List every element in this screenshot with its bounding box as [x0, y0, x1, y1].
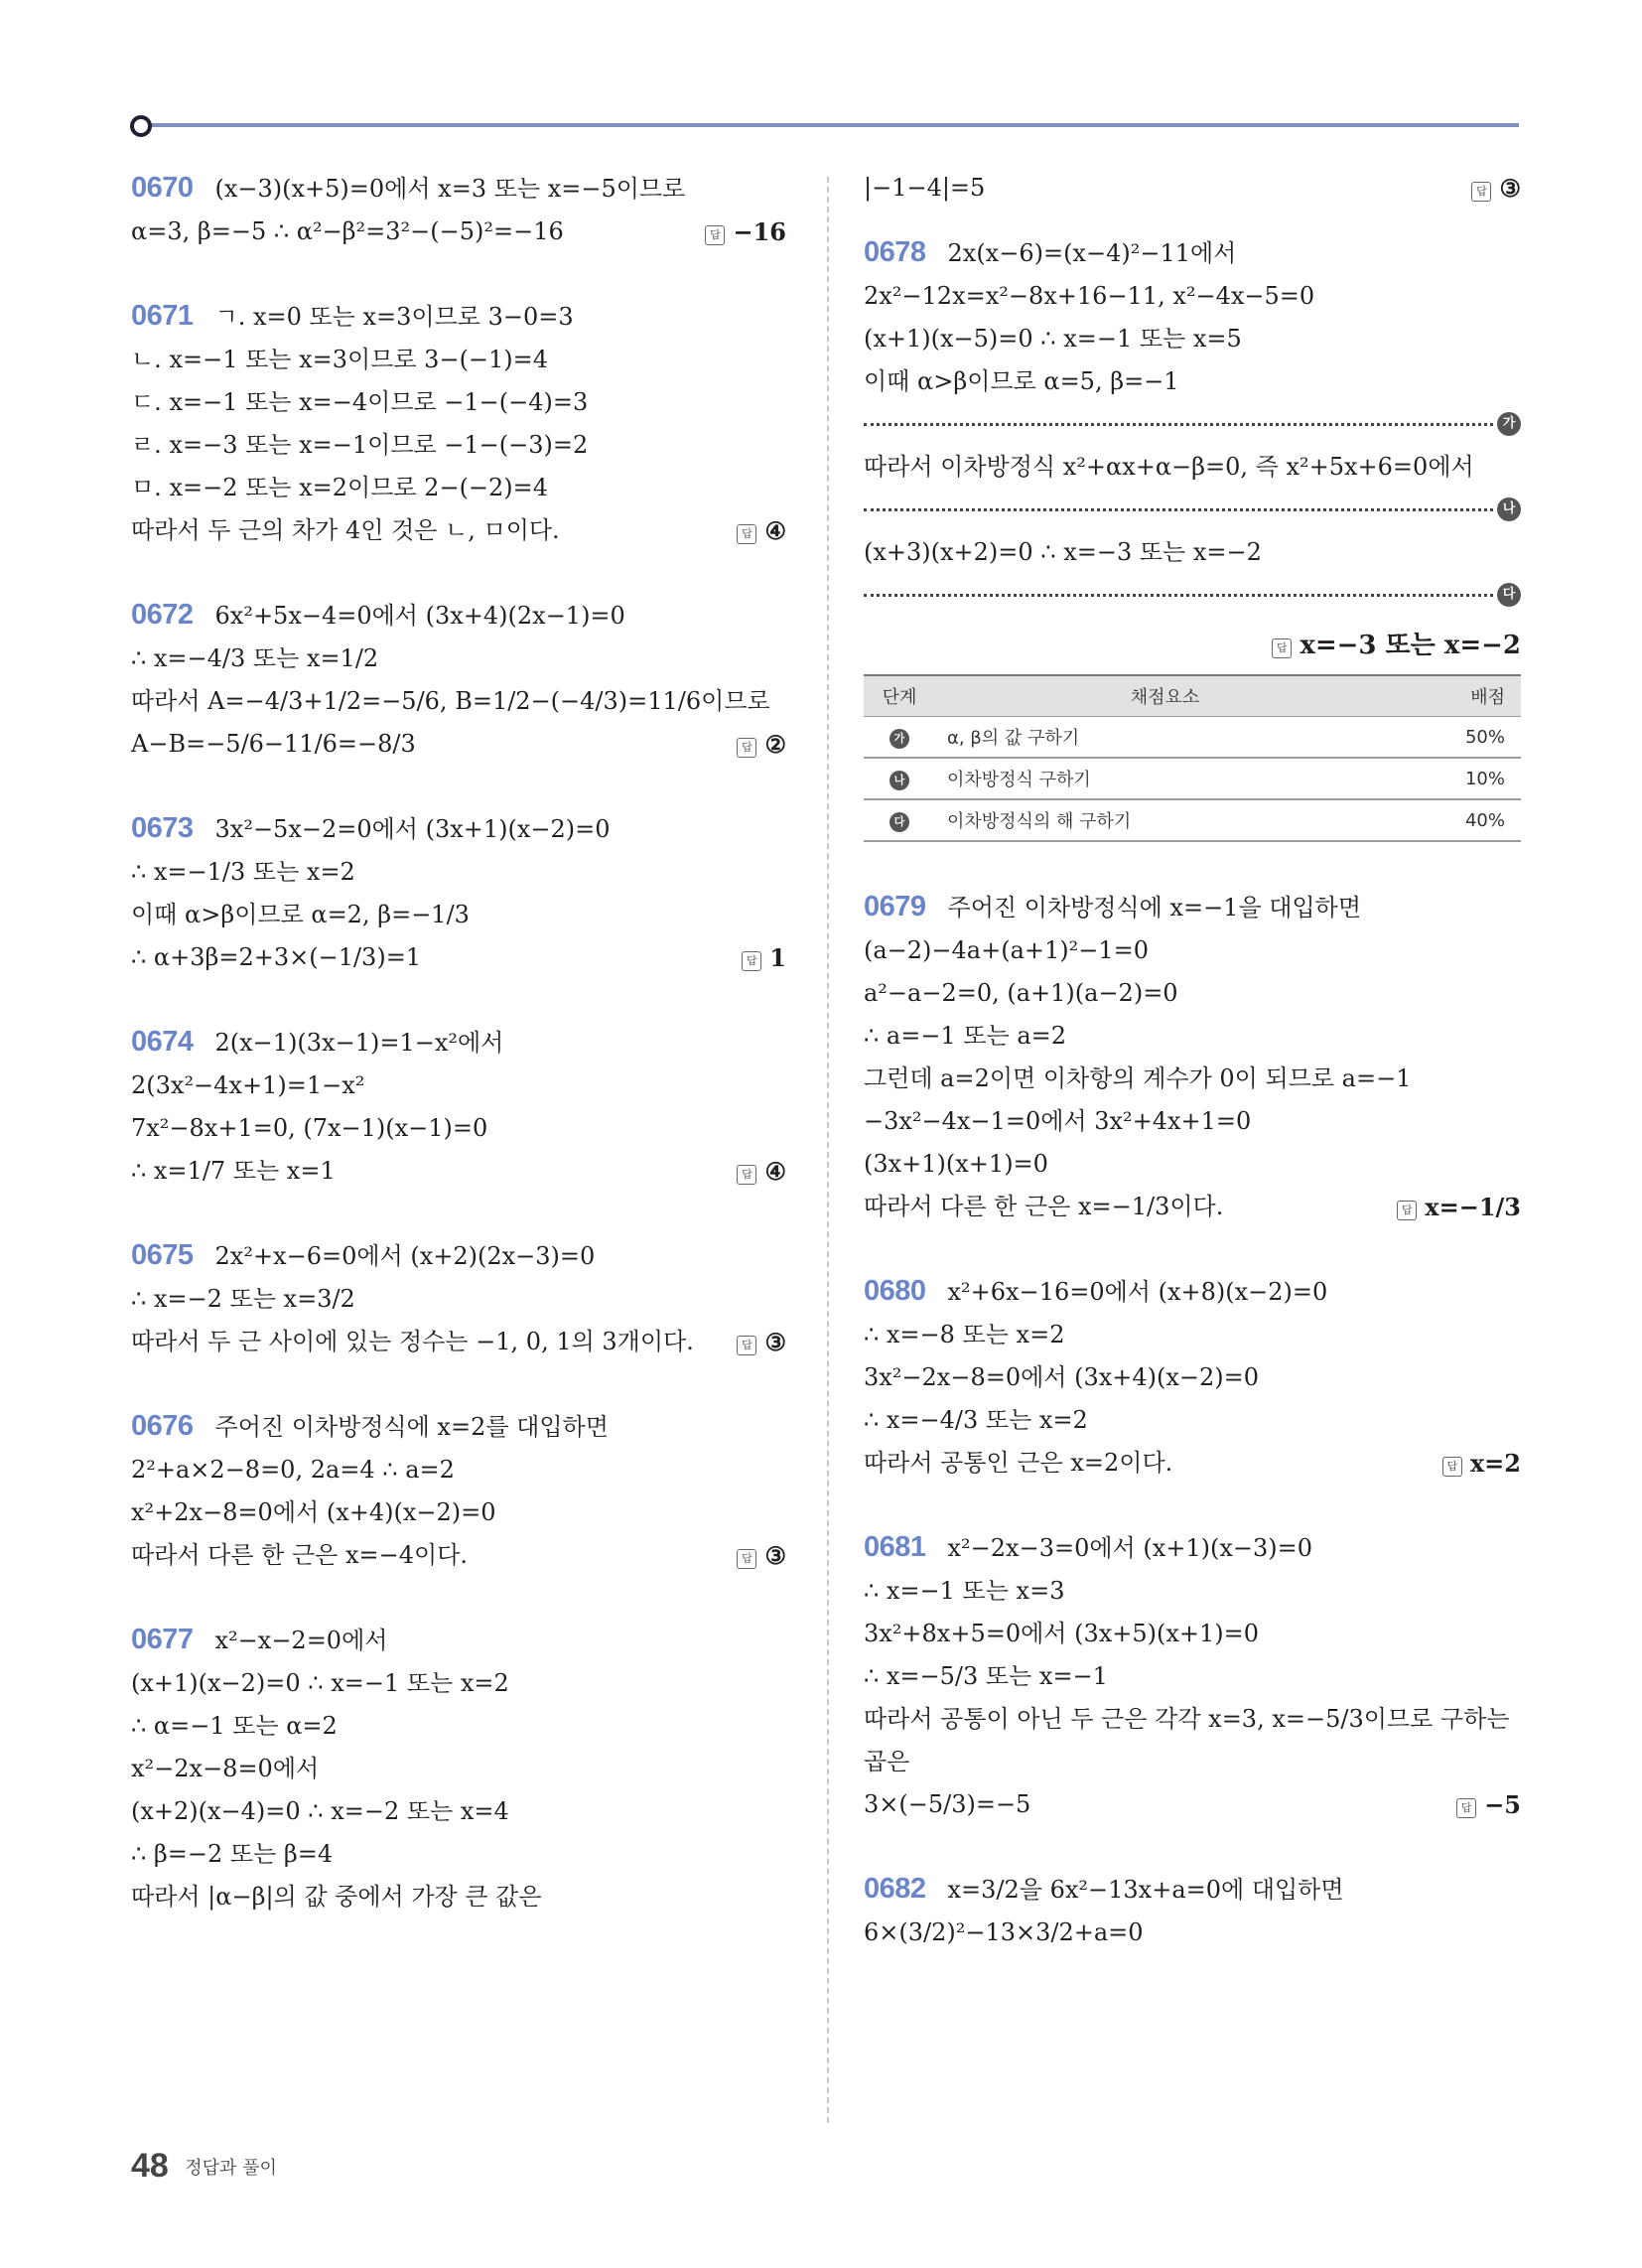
line-text: x=3/2을 6x²−13x+a=0에 대입하면: [947, 1876, 1344, 1904]
solution-line: [864, 1912, 1521, 1954]
line-text: 따라서 A=−4/3+1/2=−5/6, B=1/2−(−4/3)=11/6이므로: [131, 687, 770, 715]
solution-line: [131, 807, 786, 851]
problem-0680: [864, 1270, 1521, 1485]
answer-mark-icon: 답: [1272, 638, 1292, 658]
line-text: 3x²+8x+5=0에서 (3x+5)(x+1)=0: [864, 1620, 1260, 1647]
line-text: ∴ β=−2 또는 β=4: [131, 1840, 334, 1868]
answer: [1397, 1186, 1521, 1228]
scoring-table: [864, 674, 1521, 842]
answer-mark-icon: 답: [737, 1549, 756, 1569]
line-text: ∴ x=−1 또는 x=3: [864, 1577, 1065, 1605]
problem-number: 0682: [864, 1873, 926, 1905]
solution-line: [131, 1705, 786, 1748]
points-cell: 50%: [1395, 717, 1521, 759]
solution-line: [131, 1790, 786, 1833]
problem-0670: [131, 167, 786, 253]
solution-line: [131, 1748, 786, 1790]
problem-0679: [864, 886, 1521, 1228]
answer-value: 1: [769, 943, 786, 972]
left-column: [131, 167, 786, 1960]
step-da-icon: 다: [889, 812, 909, 832]
line-text: (a−2)−4a+(a+1)²−1=0: [864, 936, 1150, 964]
answer-mark-icon: 답: [1397, 1201, 1417, 1220]
line-text: (x+1)(x−2)=0 ∴ x=−1 또는 x=2: [131, 1669, 509, 1697]
problem-0681: [864, 1526, 1521, 1826]
line-text: 따라서 공통인 근은 x=2이다.: [864, 1449, 1173, 1477]
answer: [742, 936, 786, 979]
problem-number: 0673: [131, 812, 194, 844]
line-text: 7x²−8x+1=0, (7x−1)(x−1)=0: [131, 1114, 488, 1142]
solution-line: [131, 1534, 786, 1577]
solution-line: [864, 1698, 1521, 1741]
solution-line: [864, 1270, 1521, 1314]
solution-line: [131, 467, 786, 509]
line-text: A−B=−5/6−11/6=−8/3: [131, 730, 416, 758]
step-ga-icon: 가: [1497, 412, 1521, 436]
line-text: 2²+a×2−8=0, 2a=4 ∴ a=2: [131, 1456, 455, 1484]
solution-line: [131, 936, 786, 979]
page-footer: [131, 2147, 277, 2186]
points-cell: 10%: [1395, 758, 1521, 799]
line-text: ∴ x=1/7 또는 x=1: [131, 1157, 336, 1185]
line-text: 3x²−5x−2=0에서 (3x+1)(x−2)=0: [214, 815, 611, 843]
line-text: 6×(3/2)²−13×3/2+a=0: [864, 1918, 1144, 1946]
column-divider: [827, 177, 829, 2123]
solution-line: [131, 424, 786, 467]
solution-line: [131, 1876, 786, 1918]
solution-line: [864, 1015, 1521, 1058]
answer: [737, 1150, 786, 1193]
line-text: (x+2)(x−4)=0 ∴ x=−2 또는 x=4: [131, 1797, 509, 1825]
solution-line: [864, 886, 1521, 929]
line-text: 따라서 두 근의 차가 4인 것은 ㄴ, ㅁ이다.: [131, 516, 560, 544]
solution-line: [864, 1143, 1521, 1186]
line-text: x²−2x−8=0에서: [131, 1755, 320, 1782]
solution-line: [864, 1100, 1521, 1143]
header-points: 배점: [1395, 675, 1521, 717]
line-text: 따라서 다른 한 근은 x=−4이다.: [131, 1541, 469, 1569]
line-text: 주어진 이차방정식에 x=2를 대입하면: [214, 1413, 609, 1441]
problem-0678: [864, 231, 1521, 842]
solution-line: [131, 1619, 786, 1662]
answer: [705, 211, 786, 253]
answer-value: ②: [764, 730, 786, 759]
scoring-row: [864, 758, 1521, 799]
line-text: 따라서 두 근 사이에 있는 정수는 −1, 0, 1의 3개이다.: [131, 1328, 694, 1355]
solution-line: [864, 1613, 1521, 1655]
header-bullet: [130, 115, 152, 137]
right-column: [864, 167, 1521, 1996]
item-cell: 이차방정식의 해 구하기: [935, 799, 1395, 841]
answer-value: x=−3 또는 x=−2: [1300, 631, 1521, 660]
problem-0675: [131, 1234, 786, 1363]
scoring-header-row: [864, 675, 1521, 717]
continuation-0677: [864, 167, 1521, 210]
problem-0673: [131, 807, 786, 979]
solution-line: (x+3)(x+2)=0 ∴ x=−3 또는 x=−2: [864, 538, 1262, 566]
solution-line: [131, 339, 786, 381]
line-text: ∴ x=−4/3 또는 x=1/2: [131, 644, 379, 672]
step-cell: [864, 799, 935, 841]
line-text: ㄹ. x=−3 또는 x=−1이므로 −1−(−3)=2: [131, 431, 589, 459]
item-cell: 이차방정식 구하기: [935, 758, 1395, 799]
solution-line: [131, 594, 786, 638]
solution-line: [131, 1662, 786, 1705]
answer: [1456, 1783, 1521, 1826]
step-cell: [864, 717, 935, 759]
solution-line: [131, 1833, 786, 1876]
solution-line: 2x²−12x=x²−8x+16−11, x²−4x−5=0: [864, 282, 1315, 310]
answer-value: ③: [764, 1541, 786, 1570]
solution-line: [131, 723, 786, 766]
step-cell: [864, 758, 935, 799]
solution-line: [864, 1186, 1521, 1228]
page-number: 48: [131, 2147, 169, 2185]
answer: [737, 509, 786, 552]
problem-0677: [131, 1619, 786, 1918]
solution-line: [864, 1058, 1521, 1100]
solution-line: [864, 929, 1521, 972]
answer-value: ③: [764, 1328, 786, 1356]
problem-number: 0676: [131, 1410, 194, 1442]
line-text: ∴ α=−1 또는 α=2: [131, 1712, 338, 1740]
line-text: ∴ x=−8 또는 x=2: [864, 1321, 1065, 1348]
step-marker-1: [864, 403, 1521, 446]
line-text: 2(x−1)(3x−1)=1−x²에서: [214, 1029, 504, 1057]
problem-number: 0680: [864, 1275, 926, 1307]
answer: [1471, 167, 1521, 210]
solution-line: 이때 α>β이므로 α=5, β=−1: [864, 367, 1179, 395]
solution-line: [131, 1278, 786, 1321]
solution-line: [864, 1570, 1521, 1613]
answer-value: ④: [764, 516, 786, 545]
problem-number: 0674: [131, 1026, 194, 1058]
line-text: (3x+1)(x+1)=0: [864, 1150, 1048, 1178]
line-text: 3×(−5/3)=−5: [864, 1790, 1031, 1818]
problem-number: 0672: [131, 599, 194, 631]
solution-line: [131, 894, 786, 936]
solution-line: [864, 1783, 1521, 1826]
solution-line: [864, 1314, 1521, 1356]
line-text: 곱은: [864, 1748, 910, 1775]
line-text: x²+6x−16=0에서 (x+8)(x−2)=0: [947, 1278, 1328, 1306]
solution-line: [864, 1655, 1521, 1698]
line-text: 이때 α>β이므로 α=2, β=−1/3: [131, 901, 470, 928]
line-text: ㄷ. x=−1 또는 x=−4이므로 −1−(−4)=3: [131, 388, 589, 416]
answer-mark-icon: 답: [742, 951, 761, 971]
answer-mark-icon: 답: [737, 524, 756, 544]
line-text: x²+2x−8=0에서 (x+4)(x−2)=0: [131, 1498, 496, 1526]
problem-number: 0678: [864, 236, 926, 268]
solution-line: [131, 1491, 786, 1534]
solution-line: [131, 1150, 786, 1193]
line-text: 따라서 공통이 아닌 두 근은 각각 x=3, x=−5/3이므로 구하는: [864, 1705, 1510, 1733]
answer: [1442, 1442, 1521, 1485]
solution-line: [131, 211, 786, 253]
solution-line: [131, 509, 786, 552]
line-text: x²−2x−3=0에서 (x+1)(x−3)=0: [947, 1534, 1313, 1562]
problem-0676: [131, 1405, 786, 1577]
answer-mark-icon: 답: [705, 225, 725, 245]
line-text: ∴ a=−1 또는 a=2: [864, 1022, 1067, 1050]
answer-value: x=2: [1469, 1449, 1521, 1478]
solution-line: [131, 1107, 786, 1150]
line-text: ∴ α+3β=2+3×(−1/3)=1: [131, 943, 422, 971]
problem-number: 0681: [864, 1531, 926, 1563]
problem-number: 0671: [131, 300, 194, 332]
line-text: |−1−4|=5: [864, 174, 986, 202]
line-text: 2(3x²−4x+1)=1−x²: [131, 1071, 365, 1099]
solution-line: [131, 167, 786, 211]
line-text: 따라서 |α−β|의 값 중에서 가장 큰 값은: [131, 1883, 542, 1911]
line-text: ∴ x=−1/3 또는 x=2: [131, 858, 355, 886]
solution-line: [131, 1449, 786, 1491]
line-text: ∴ x=−4/3 또는 x=2: [864, 1406, 1088, 1434]
solution-line: [131, 1021, 786, 1064]
line-text: x²−x−2=0에서: [214, 1627, 388, 1654]
solution-line: [864, 167, 1521, 210]
answer-mark-icon: 답: [1471, 182, 1491, 202]
line-text: 3x²−2x−8=0에서 (3x+4)(x−2)=0: [864, 1363, 1260, 1391]
solution-line: [131, 851, 786, 894]
step-marker-2: [864, 489, 1521, 531]
answer-mark-icon: 답: [737, 1165, 756, 1185]
line-text: ㄴ. x=−1 또는 x=3이므로 3−(−1)=4: [131, 346, 549, 373]
answer-value: −5: [1484, 1790, 1521, 1819]
solution-line: [131, 1321, 786, 1363]
line-text: ∴ x=−5/3 또는 x=−1: [864, 1662, 1108, 1690]
problem-0671: [131, 295, 786, 552]
answer-mark-icon: 답: [737, 1336, 756, 1355]
points-cell: 40%: [1395, 799, 1521, 841]
line-text: 2x²+x−6=0에서 (x+2)(2x−3)=0: [214, 1242, 596, 1270]
solution-line: [131, 680, 786, 723]
answer: [737, 1321, 786, 1363]
solution-line: [864, 231, 1521, 275]
solution-line: [864, 1442, 1521, 1485]
header-rule: [141, 123, 1519, 127]
dotted-rule: [864, 423, 1493, 426]
solution-line: [131, 1405, 786, 1449]
right-problems: [864, 886, 1521, 1954]
line-text: 2x(x−6)=(x−4)²−11에서: [947, 239, 1237, 267]
solution-line: [864, 1399, 1521, 1442]
solution-line: [131, 1064, 786, 1107]
answer-value: −16: [733, 217, 786, 246]
problem-0672: [131, 594, 786, 766]
scoring-row: [864, 717, 1521, 759]
solution-line: (x+1)(x−5)=0 ∴ x=−1 또는 x=5: [864, 325, 1242, 353]
line-text: α=3, β=−5 ∴ α²−β²=3²−(−5)²=−16: [131, 217, 564, 245]
solution-line: [864, 1741, 1521, 1783]
scoring-row: [864, 799, 1521, 841]
solution-line: [131, 381, 786, 424]
header-step: 단계: [864, 675, 935, 717]
answer: [1272, 625, 1521, 661]
answer: [737, 723, 786, 766]
line-text: 주어진 이차방정식에 x=−1을 대입하면: [947, 894, 1362, 921]
solution-line: [864, 1356, 1521, 1399]
solution-line: [131, 1234, 786, 1278]
answer-mark-icon: 답: [1456, 1798, 1476, 1818]
problem-0682: [864, 1868, 1521, 1954]
item-cell: α, β의 값 구하기: [935, 717, 1395, 759]
step-marker-3: [864, 574, 1521, 617]
line-text: ㄱ. x=0 또는 x=3이므로 3−0=3: [214, 303, 574, 331]
step-ga-icon: 가: [889, 729, 909, 749]
line-text: ㅁ. x=−2 또는 x=2이므로 2−(−2)=4: [131, 474, 549, 501]
answer-mark-icon: 답: [737, 738, 756, 758]
step-da-icon: 다: [1497, 583, 1521, 607]
line-text: 그런데 a=2이면 이차항의 계수가 0이 되므로 a=−1: [864, 1064, 1412, 1092]
dotted-rule: [864, 594, 1493, 597]
line-text: 6x²+5x−4=0에서 (3x+4)(2x−1)=0: [214, 602, 625, 630]
header-item: 채점요소: [935, 675, 1395, 717]
solution-line: [864, 1526, 1521, 1570]
answer: [737, 1534, 786, 1577]
line-text: a²−a−2=0, (a+1)(a−2)=0: [864, 979, 1178, 1007]
step-na-icon: 나: [1497, 497, 1521, 521]
problem-number: 0675: [131, 1239, 194, 1271]
line-text: (x−3)(x+5)=0에서 x=3 또는 x=−5이므로: [214, 175, 686, 203]
solution-line: [864, 1868, 1521, 1912]
solution-line: [131, 295, 786, 339]
line-text: ∴ x=−2 또는 x=3/2: [131, 1285, 355, 1313]
line-text: −3x²−4x−1=0에서 3x²+4x+1=0: [864, 1107, 1252, 1135]
problem-number: 0677: [131, 1624, 194, 1655]
problem-number: 0670: [131, 172, 194, 204]
section-label: 정답과 풀이: [185, 2157, 277, 2179]
answer-value: ④: [764, 1157, 786, 1186]
solution-line: [131, 638, 786, 680]
solution-line: [864, 972, 1521, 1015]
answer-mark-icon: 답: [1442, 1457, 1462, 1477]
step-na-icon: 나: [889, 771, 909, 790]
answer-value: x=−1/3: [1425, 1193, 1521, 1221]
line-text: 따라서 다른 한 근은 x=−1/3이다.: [864, 1193, 1224, 1220]
solution-line: 따라서 이차방정식 x²+αx+α−β=0, 즉 x²+5x+6=0에서: [864, 453, 1474, 481]
answer-row: [864, 617, 1521, 668]
problem-0674: [131, 1021, 786, 1193]
problem-number: 0679: [864, 891, 926, 922]
answer-value: ③: [1499, 174, 1521, 203]
dotted-rule: [864, 508, 1493, 511]
